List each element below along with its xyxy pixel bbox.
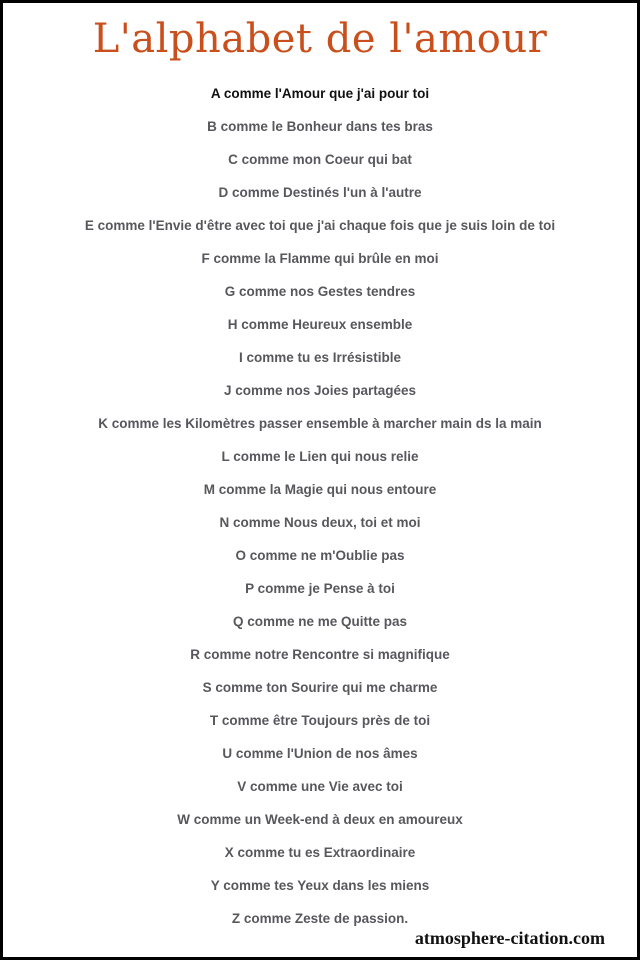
alphabet-line-q: Q comme ne me Quitte pas — [232, 614, 408, 629]
alphabet-line-z: Z comme Zeste de passion. — [231, 911, 409, 926]
alphabet-line-r: R comme notre Rencontre si magnifique — [190, 647, 450, 662]
alphabet-line-p: P comme je Pense à toi — [245, 581, 395, 596]
alphabet-line-b: B comme le Bonheur dans tes bras — [207, 119, 433, 134]
alphabet-line-h: H comme Heureux ensemble — [227, 317, 413, 332]
alphabet-line-s: S comme ton Sourire qui me charme — [202, 680, 438, 695]
alphabet-line-d: D comme Destinés l'un à l'autre — [218, 185, 422, 200]
page-title: L'alphabet de l'amour — [92, 16, 548, 62]
alphabet-line-g: G comme nos Gestes tendres — [224, 284, 416, 299]
alphabet-line-w: W comme un Week-end à deux en amoureux — [177, 812, 463, 827]
alphabet-line-u: U comme l'Union de nos âmes — [222, 746, 418, 761]
alphabet-line-k: K comme les Kilomètres passer ensemble à marcher main ds la main — [98, 416, 542, 431]
alphabet-line-o: O comme ne m'Oublie pas — [235, 548, 405, 563]
alphabet-line-j: J comme nos Joies partagées — [223, 383, 417, 398]
alphabet-line-y: Y comme tes Yeux dans les miens — [210, 878, 430, 893]
alphabet-list — [3, 83, 637, 941]
alphabet-line-l: L comme le Lien qui nous relie — [221, 449, 419, 464]
alphabet-line-c: C comme mon Coeur qui bat — [228, 152, 412, 167]
alphabet-line-t: T comme être Toujours près de toi — [209, 713, 431, 728]
alphabet-line-a: A comme l'Amour que j'ai pour toi — [210, 86, 430, 101]
alphabet-line-i: I comme tu es Irrésistible — [238, 350, 402, 365]
alphabet-line-n: N comme Nous deux, toi et moi — [219, 515, 421, 530]
alphabet-line-m: M comme la Magie qui nous entoure — [203, 482, 437, 497]
site-watermark: atmosphere-citation.com — [414, 928, 605, 948]
alphabet-line-e: E comme l'Envie d'être avec toi que j'ai chaque fois que je suis loin de toi — [84, 218, 556, 233]
alphabet-line-x: X comme tu es Extraordinaire — [224, 845, 416, 860]
alphabet-line-v: V comme une Vie avec toi — [237, 779, 403, 794]
alphabet-line-f: F comme la Flamme qui brûle en moi — [201, 251, 439, 266]
